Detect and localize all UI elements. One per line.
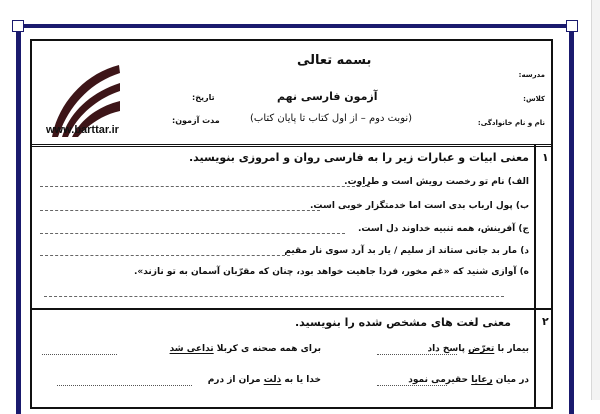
school-label: مدرسه: <box>518 71 545 79</box>
answer-line[interactable] <box>40 255 290 256</box>
question-item: ه) آوازی شنید که «غم مخور، فردا جاهیت خواهد بود، چنان که مقرّبان آسمان به تو نازند». <box>133 267 529 277</box>
question-item: ج) آفرینش، همه تنبیه خداوند دل است. <box>357 224 529 234</box>
vocab-item: در میان رعایا حقیرمی نمود <box>408 375 529 385</box>
question-number-column <box>534 144 553 407</box>
answer-line[interactable] <box>40 210 320 211</box>
answer-line[interactable] <box>42 354 117 355</box>
bismillah-heading: بسمه تعالی <box>297 53 372 68</box>
duration-label: مدت آزمون: <box>172 116 220 125</box>
exam-title: آزمون فارسی نهم <box>277 90 378 103</box>
question-divider <box>32 308 551 310</box>
answer-line[interactable] <box>377 354 457 355</box>
vocab-item: بیمار با تعرّض پاسخ داد <box>427 344 529 354</box>
date-label: تاریخ: <box>192 93 215 102</box>
vocab-item: برای همه صحنه ی کربلا تداعی شد <box>169 344 321 354</box>
scrollbar-edge <box>591 0 600 400</box>
question-number: ۱ <box>542 151 549 164</box>
question-item: الف) نام تو رخصت رویش است و طراوت. <box>344 177 529 187</box>
class-label: کلاس: <box>523 95 545 103</box>
answer-line[interactable] <box>377 385 447 386</box>
name-label: نام و نام خانوادگی: <box>477 119 545 127</box>
answer-line[interactable] <box>44 296 504 297</box>
vocab-item: خدا یا به ذلت مران از درم <box>207 375 321 385</box>
exam-header <box>32 41 551 147</box>
question-item: د) مار بد جانی ستاند از سلیم / یار بد آرد سوی نار مقیم <box>284 246 529 256</box>
question-title: معنی لغت های مشخص شده را بنویسید. <box>294 316 511 329</box>
question-title: معنی ابیات و عبارات زیر را به فارسی روان و امروزی بنویسید. <box>189 151 529 164</box>
highlighted-word: تداعی شد <box>169 344 214 354</box>
highlighted-word: رعایا <box>471 375 493 385</box>
highlighted-word: ذلت <box>263 375 282 385</box>
answer-line[interactable] <box>57 385 192 386</box>
exam-subtitle: (نوبت دوم – از اول کتاب تا پایان کتاب) <box>250 113 413 124</box>
answer-line[interactable] <box>40 186 370 187</box>
answer-line[interactable] <box>40 233 345 234</box>
logo-url: www.barttar.ir <box>46 124 119 136</box>
highlighted-word: تعرّض <box>468 344 495 354</box>
exam-sheet <box>30 39 553 409</box>
question-number: ۲ <box>542 315 549 328</box>
question-item: ب) پول ارباب بدی است اما خدمتگزار خوبی است. <box>310 201 529 211</box>
